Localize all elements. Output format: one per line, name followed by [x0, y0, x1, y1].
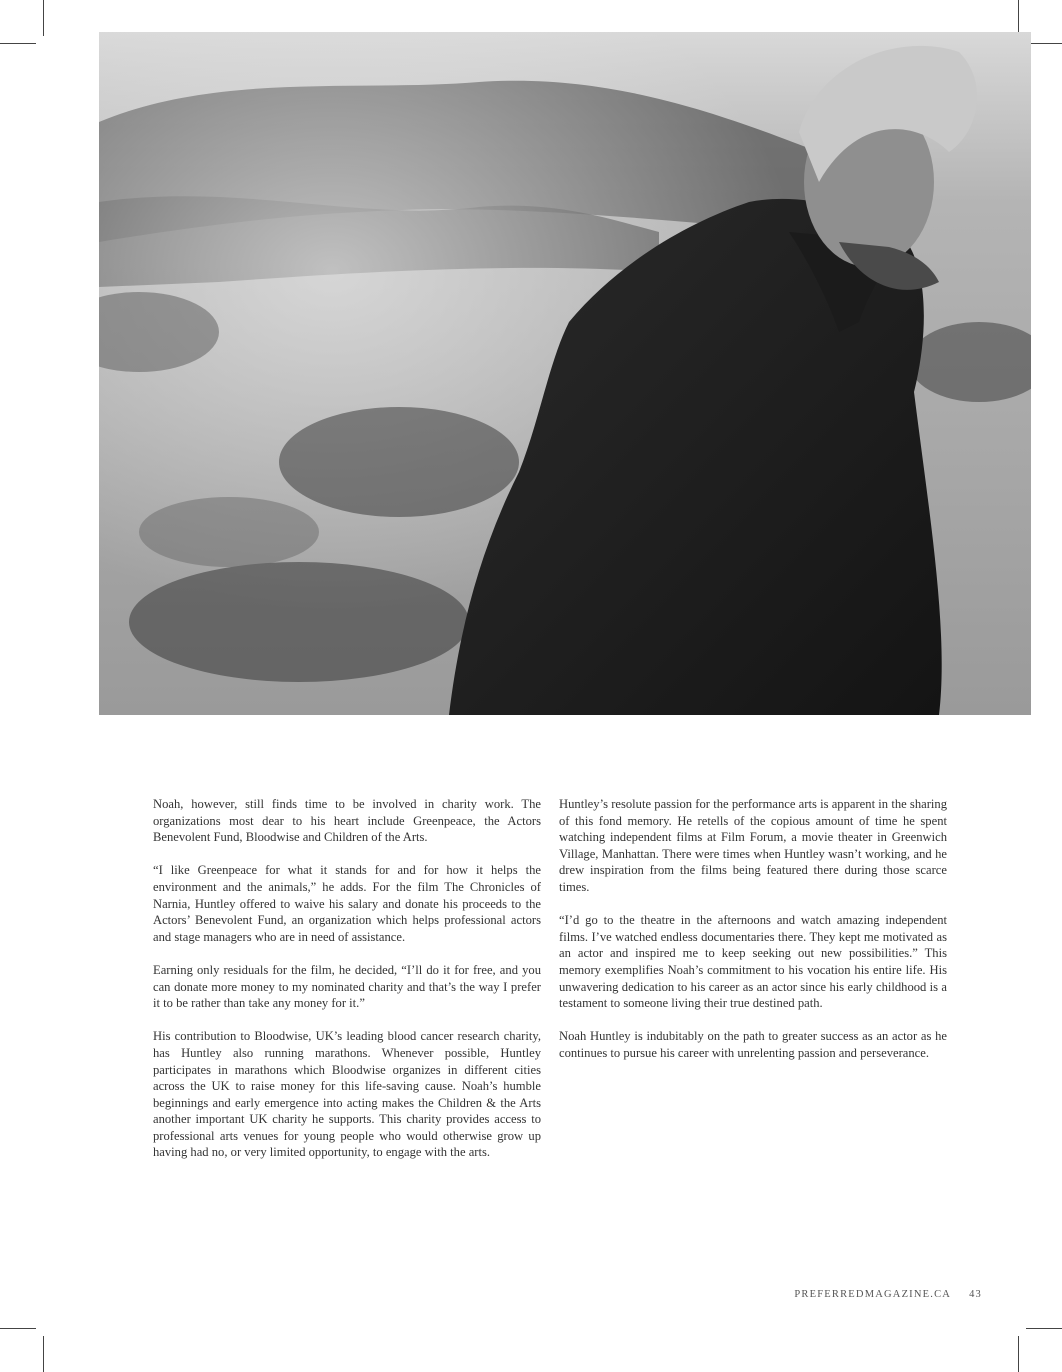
- article-paragraph: Earning only residuals for the film, he decided, “I’ll do it for free, and you can donate more money to my nominated charity and that’s the way I prefer it to be rather than take any money for it.”: [153, 962, 541, 1011]
- crop-mark: [0, 43, 36, 44]
- crop-mark: [1018, 1336, 1019, 1372]
- article-paragraph: Huntley’s resolute passion for the performance arts is apparent in the sharing of this fond memory. He retells of the copious amount of time he spent watching independent films at Film Forum, a movie theater in Greenwich Village, Manhattan. There were times when Huntley wasn’t working, and he drew inspiration from the films being featured there during those scarce times.: [559, 797, 947, 894]
- page-footer: [794, 1289, 982, 1300]
- article-paragraph: Noah, however, still finds time to be involved in charity work. The organizations most dear to his heart include Greenpeace, the Actors Benevolent Fund, Bloodwise and Children of the Arts.: [153, 797, 541, 845]
- crop-mark: [1026, 43, 1062, 44]
- footer-site: PREFERREDMAGAZINE.CA: [794, 1289, 952, 1300]
- crop-mark: [43, 0, 44, 36]
- article-paragraph: His contribution to Bloodwise, UK’s leading blood cancer research charity, has Huntley also running marathons. Whenever possible, Huntley participates in marathons which Bloodwise organizes in different cities across the UK to raise money for this life-saving cause. Noah’s humble beginnings and early emergence into acting makes the Children & the Arts another important UK charity he supports. This charity provides access to professional arts venues for young people who would otherwise grow up having had no, or very limited opportunity, to engage with the arts.: [153, 1029, 541, 1160]
- portrait-photo-icon: [99, 32, 1031, 715]
- crop-mark: [43, 1336, 44, 1372]
- page-number: 43: [969, 1289, 982, 1300]
- article-paragraph: Noah Huntley is indubitably on the path to greater success as an actor as he continues to pursue his career with unrelenting passion and perseverance.: [559, 1029, 947, 1060]
- article-paragraph: “I like Greenpeace for what it stands for and for how it helps the environment and the animals,” he adds. For the film The Chronicles of Narnia, Huntley offered to waive his salary and donate his proceeds to the Actors’ Benevolent Fund, an organization which helps professional actors and stage managers who are in need of assistance.: [153, 863, 541, 944]
- crop-mark: [1026, 1328, 1062, 1329]
- portrait-photo: [99, 32, 1031, 715]
- crop-mark: [1018, 0, 1019, 36]
- crop-mark: [0, 1328, 36, 1329]
- article-column-right: [559, 796, 947, 1078]
- article-paragraph: “I’d go to the theatre in the afternoons and watch amazing independent films. I’ve watched endless documentaries there. They kept me motivated as an actor and inspired me to keep seeking out new possibilities.” This memory exemplifies Noah’s commitment to his vocation his entire life. His unwavering dedication to his career as an actor since his early childhood is a testament to someone living their true destined path.: [559, 913, 947, 1011]
- article-column-left: [153, 796, 541, 1178]
